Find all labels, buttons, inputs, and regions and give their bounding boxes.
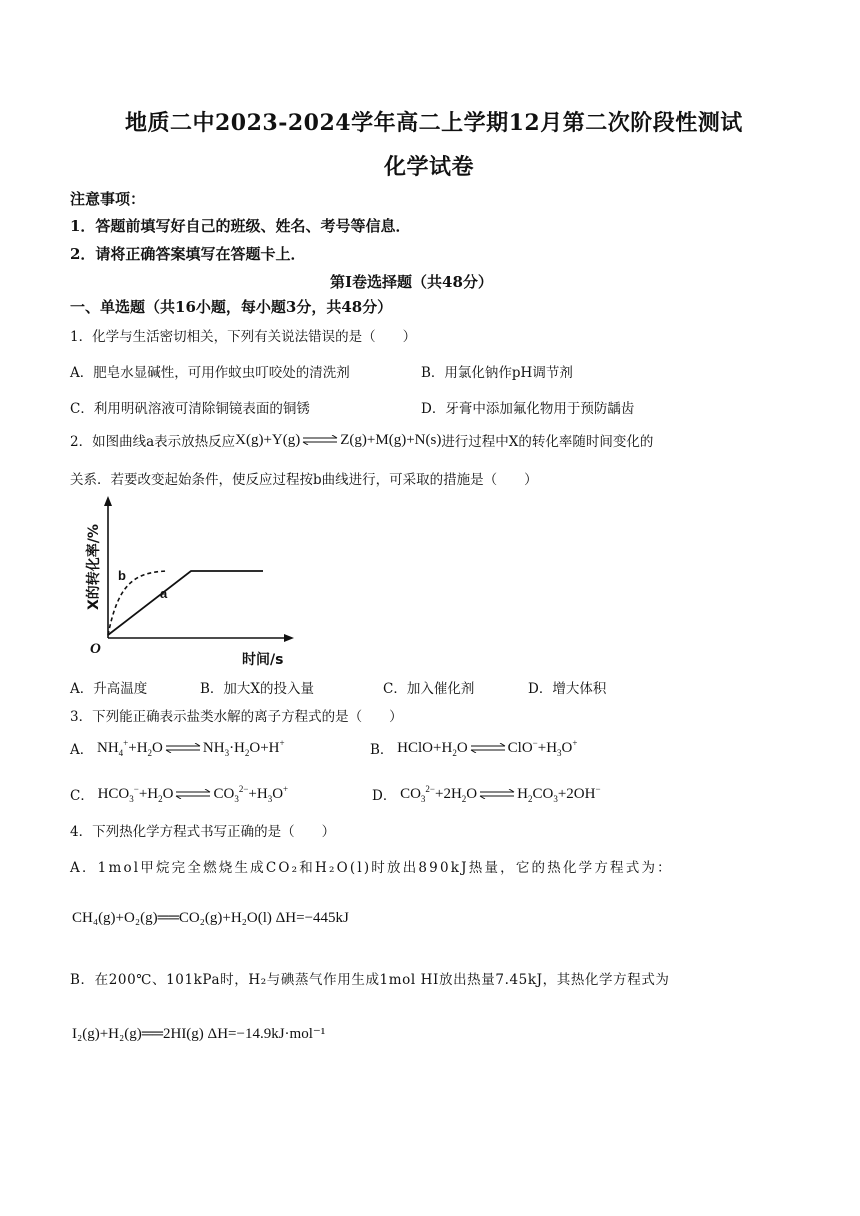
q3-a-label: A． (70, 742, 94, 758)
origin-label: O (90, 641, 101, 657)
q1-option-b: B．用氯化钠作pH调节剂 (421, 365, 573, 381)
q2-stem-line1 (70, 430, 653, 450)
y-axis-label: X的转化率/% (86, 524, 102, 610)
equilibrium-arrow-icon (470, 743, 506, 753)
q4-option-b-equation: I₂(g)+H₂(g)══2HI(g) ΔH=−14.9kJ·mol⁻¹ (72, 1026, 326, 1042)
q4-option-a-text: A．1mol甲烷完全燃烧生成CO₂和H₂O(l)时放出890kJ热量，它的热化学方程式为： (70, 860, 673, 876)
q2-stem-line2: 关系．若要改变起始条件，使反应过程按b曲线进行，可采取的措施是（ ） (70, 472, 538, 488)
page-subtitle: 化学试卷 (384, 154, 475, 180)
equilibrium-arrow-icon (302, 435, 338, 445)
part-title: 第Ⅰ卷选择题（共48分） (330, 273, 493, 291)
x-axis-arrow-icon (284, 634, 294, 642)
q1-option-d: D．牙膏中添加氟化物用于预防龋齿 (421, 401, 635, 417)
q1-option-a: A．肥皂水显碱性，可用作蚊虫叮咬处的清洗剂 (70, 365, 350, 381)
q2-option-c: C．加入催化剂 (383, 681, 475, 697)
q4-stem: 4．下列热化学方程式书写正确的是（ ） (70, 824, 336, 840)
notice-item-1: 1．答题前填写好自己的班级、姓名、考号等信息． (70, 217, 411, 235)
curve-a (108, 571, 263, 635)
equilibrium-arrow-icon (175, 789, 211, 799)
q2-reaction-right: Z(g)+M(g)+N(s) (340, 431, 442, 448)
q3-stem: 3．下列能正确表示盐类水解的离子方程式的是（ ） (70, 709, 403, 725)
q3-option-d: D． $CO_3^{2-}+2H_2O$ $H_2CO_3+2OH^-$ (372, 783, 601, 804)
q3-option-a: A． $NH_4^++H_2O$ $NH_3\cdot H_2O+H^+$ (70, 737, 285, 758)
q3-option-c: C． $HCO_3^-+H_2O$ $CO_3^{2-}+H_3O^+$ (70, 783, 289, 804)
q2-option-a: A．升高温度 (70, 681, 148, 697)
q2-reaction-left: X(g)+Y(g) (235, 431, 301, 448)
curve-b (108, 571, 168, 635)
x-axis-label: 时间/s (242, 652, 284, 668)
curve-b-label: b (118, 568, 126, 583)
q2-stem-pre: 2．如图曲线a表示放热反应 (70, 434, 236, 450)
q2-stem-post: 进行过程中X的转化率随时间变化的 (441, 434, 654, 450)
q3-d-label: D． (372, 788, 397, 804)
q1-option-c: C．利用明矾溶液可清除铜镜表面的铜锈 (70, 401, 310, 417)
page-title: 地质二中2023-2024学年高二上学期12月第二次阶段性测试 (125, 110, 743, 136)
q3-b-label: B． (370, 742, 394, 758)
notice-heading: 注意事项： (70, 190, 146, 208)
q1-stem: 1．化学与生活密切相关，下列有关说法错误的是（ ） (70, 329, 417, 345)
y-axis-arrow-icon (104, 496, 112, 506)
notice-item-2: 2．请将正确答案填写在答题卡上． (70, 245, 306, 263)
section-heading: 一、单选题（共16小题，每小题3分，共48分） (70, 298, 393, 316)
q2-option-b: B．加大X的投入量 (200, 681, 315, 697)
curve-a-label: a (160, 586, 168, 601)
q3-c-label: C． (70, 788, 94, 804)
conversion-graph (78, 490, 308, 670)
equilibrium-arrow-icon (165, 743, 201, 753)
q4-option-a-equation: CH₄(g)+O₂(g)══CO₂(g)+H₂O(l) ΔH=−445kJ (72, 910, 349, 926)
q3-option-b: B． $HClO+H_2O$ $ClO^-+H_3O^+$ (370, 737, 578, 758)
q4-option-b-text: B．在200℃、101kPa时，H₂与碘蒸气作用生成1mol HI放出热量7.45kJ，其热化学方程式为 (70, 972, 670, 988)
q2-option-d: D．增大体积 (528, 681, 607, 697)
equilibrium-arrow-icon (479, 789, 515, 799)
